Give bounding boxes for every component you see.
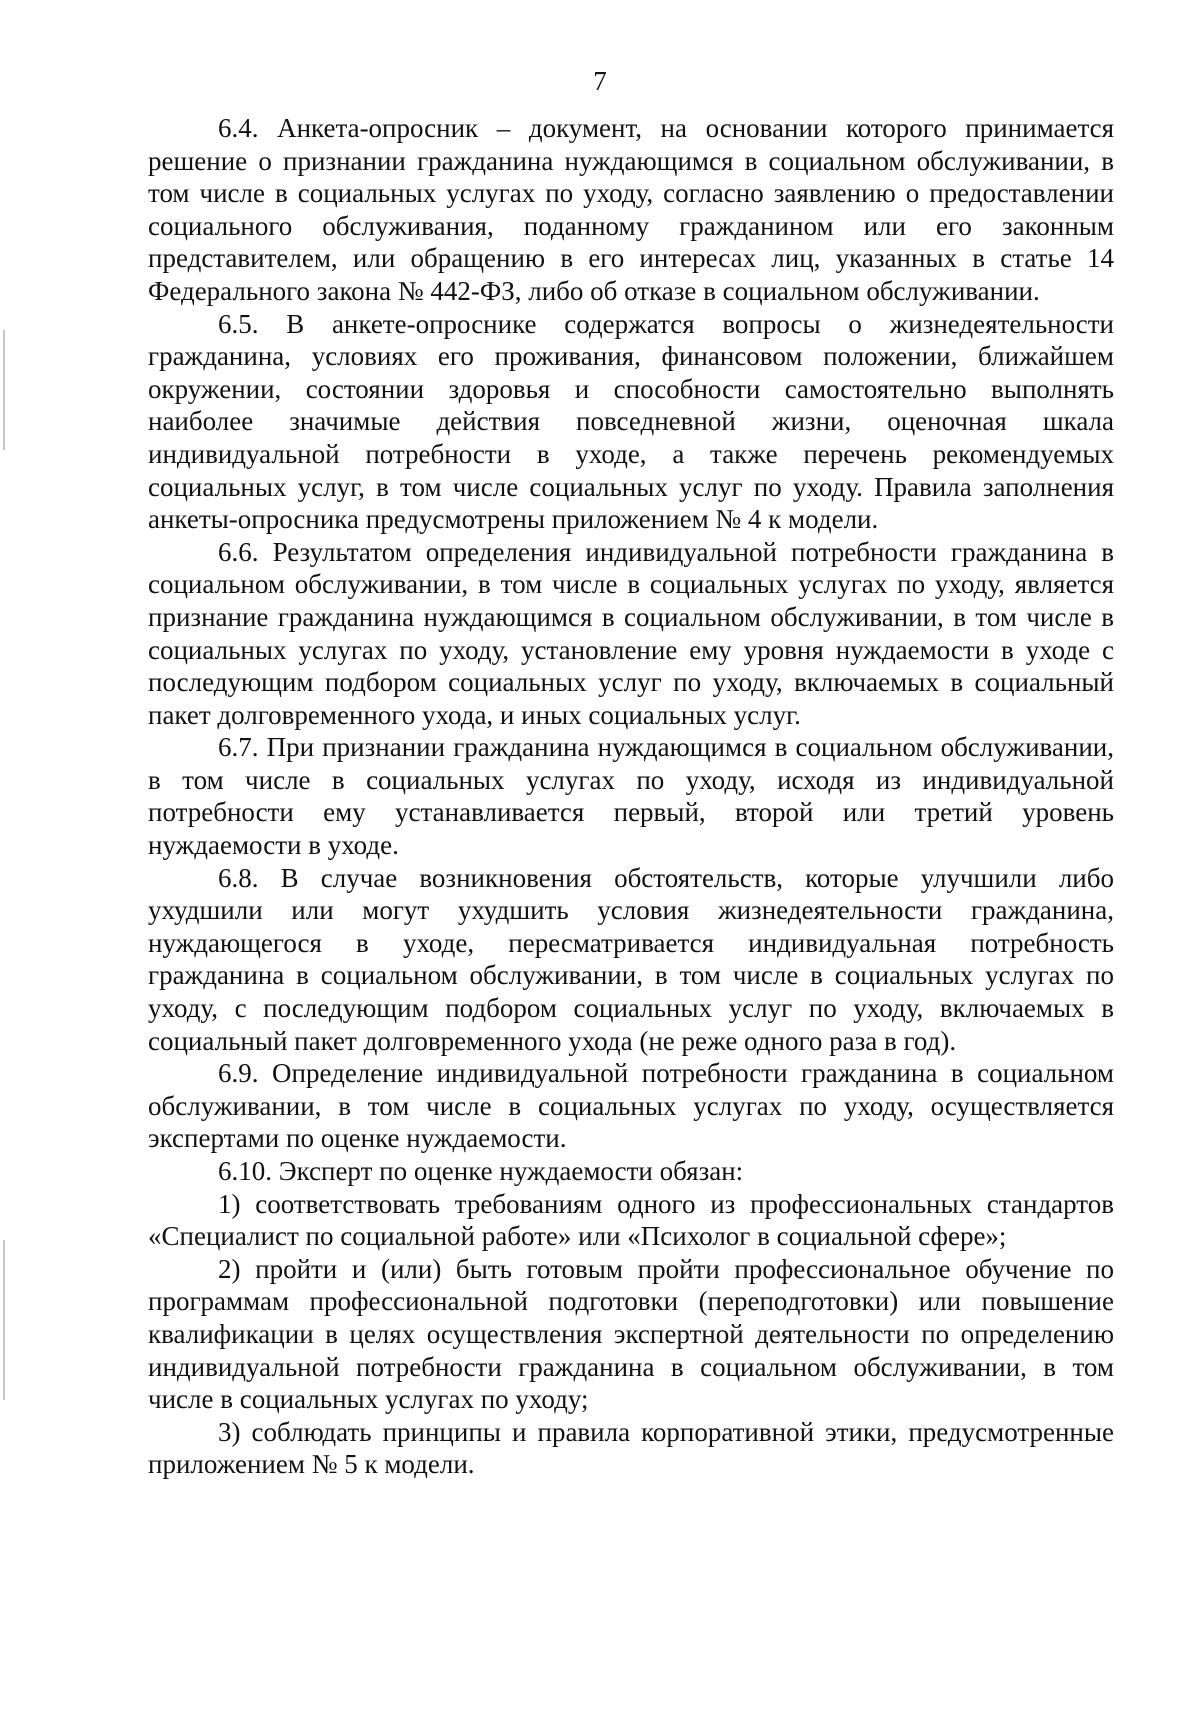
paragraph-6-9: 6.9. Определение индивидуальной потребности гражданина в социальном обслуживании, в том числе в социальных услугах по уходу, осуществляется экспертами по оценке нуждаемости.: [148, 1058, 1114, 1154]
paragraph-6-7: 6.7. При признании гражданина нуждающимся в социальном обслуживании, в том числе в социальных услугах по уходу, исходя из индивидуальной потребности ему устанавливается первый, второй или третий уровень нуждаемости в уходе.: [148, 732, 1114, 861]
list-item-2: 2) пройти и (или) быть готовым пройти профессиональное обучение по программам профессиональной подготовки (переподготовки) или повышение квалификации в целях осуществления экспертной деятельности по определению индивидуальной потребности гражданина в социальном обслуживании, в том числе в социальных услугах по уходу;: [148, 1253, 1114, 1415]
paragraph-6-5: 6.5. В анкете-опроснике содержатся вопросы о жизнедеятельности гражданина, условиях его проживания, финансовом положении, ближайшем окружении, состоянии здоровья и способности самостоятельно выполнять наиболее значимые действия повседневной жизни, оценочная шкала индивидуальной потребности в уходе, а также перечень рекомендуемых социальных услуг, в том числе социальных услуг по уходу. Правила заполнения анкеты-опросника предусмотрены приложением № 4 к модели.: [148, 308, 1114, 535]
list-item-3: 3) соблюдать принципы и правила корпоративной этики, предусмотренные приложением № 5 к модели.: [148, 1416, 1114, 1480]
paragraph-6-10: 6.10. Эксперт по оценке нуждаемости обязан:: [218, 1156, 744, 1186]
list-item-1: 1) соответствовать требованиям одного из профессиональных стандартов «Специалист по социальной работе» или «Психолог в социальной сфере»;: [148, 1188, 1114, 1252]
scan-edge-mark: [3, 330, 5, 450]
page-number: 7: [593, 66, 607, 96]
paragraph-6-6: 6.6. Результатом определения индивидуальной потребности гражданина в социальном обслуживании, в том числе в социальных услугах по уходу, является признание гражданина нуждающимся в социальном обслуживании, в том числе в социальных услугах по уходу, установление ему уровня нуждаемости в уходе с последующим подбором социальных услуг по уходу, включаемых в социальный пакет долговременного ухода, и иных социальных услуг.: [148, 536, 1114, 730]
paragraph-6-4: 6.4. Анкета-опросник – документ, на основании которого принимается решение о признании гражданина нуждающимся в социальном обслуживании, в том числе в социальных услугах по уходу, согласно заявлению о предоставлении социального обслуживания, поданному гражданином или его законным представителем, или обращению в его интересах лиц, указанных в статье 14 Федерального закона № 442-ФЗ, либо об отказе в социальном обслуживании.: [148, 113, 1114, 306]
paragraph-6-8: 6.8. В случае возникновения обстоятельств, которые улучшили либо ухудшили или могут ухудшить условия жизнедеятельности гражданина, нуждающегося в уходе, пересматривается индивидуальная потребность гражданина в социальном обслуживании, в том числе в социальных услугах по уходу, с последующим подбором социальных услуг по уходу, включаемых в социальный пакет долговременного ухода (не реже одного раза в год).: [148, 862, 1114, 1056]
scan-edge-mark: [3, 1240, 5, 1400]
document-body: [148, 112, 1114, 1481]
